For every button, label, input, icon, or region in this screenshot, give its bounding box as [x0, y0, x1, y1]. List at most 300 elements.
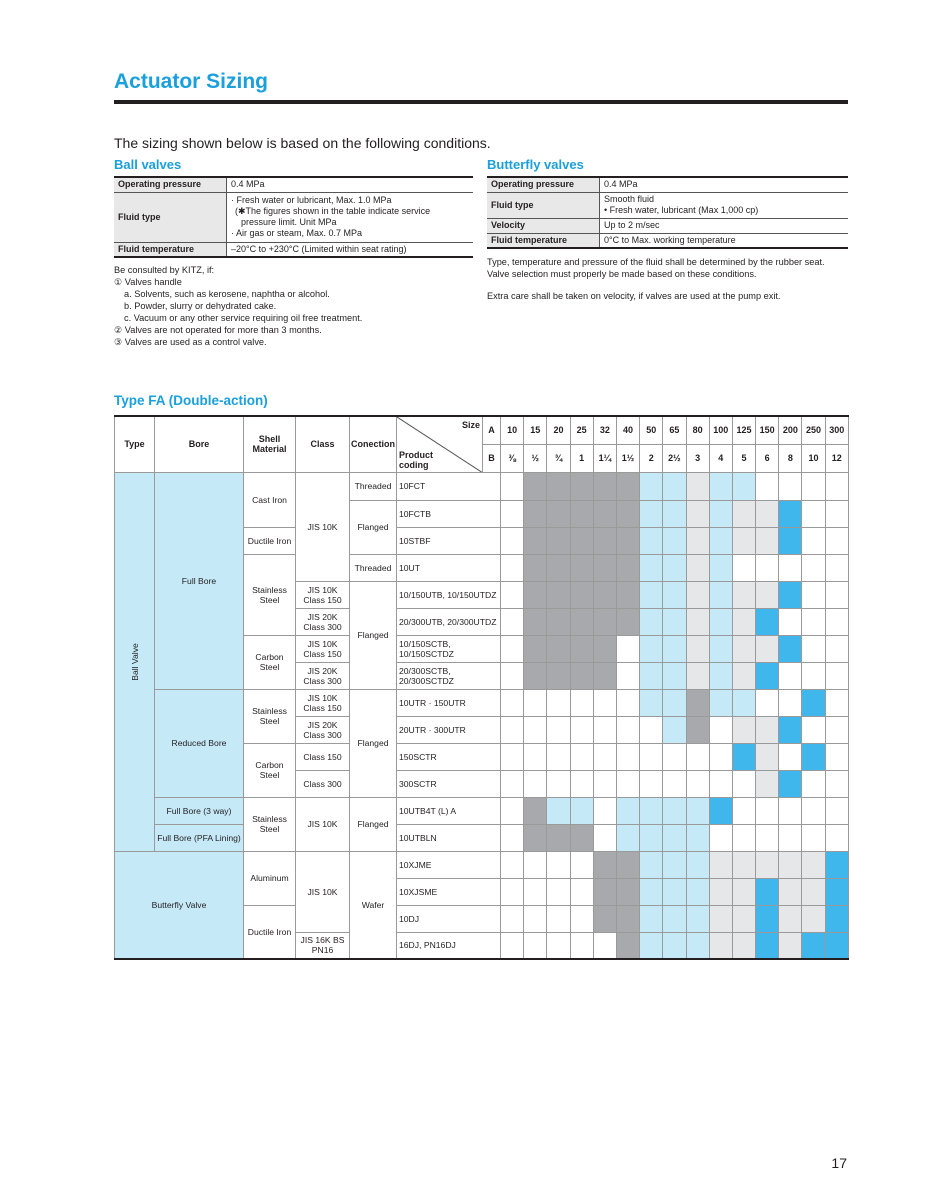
size-cell	[686, 905, 709, 932]
mat-cell: Carbon Steel	[244, 635, 296, 689]
ball-temp-value: –20°C to +230°C (Limited within seat rating)	[227, 242, 474, 257]
size-cell	[570, 743, 593, 770]
size-cell	[640, 905, 663, 932]
size-cell	[501, 472, 524, 500]
size-cell	[501, 716, 524, 743]
row-b-label: B	[483, 444, 501, 472]
size-cell	[663, 824, 686, 851]
size-cell	[663, 635, 686, 662]
size-cell	[616, 500, 639, 527]
size-cell	[779, 635, 802, 662]
size-a-cell: 250	[802, 416, 825, 444]
size-cell	[593, 635, 616, 662]
size-cell	[709, 743, 732, 770]
size-cell	[825, 662, 848, 689]
size-cell	[756, 554, 779, 581]
size-cell	[779, 581, 802, 608]
size-a-cell: 25	[570, 416, 593, 444]
type-cell: Butterfly Valve	[115, 851, 244, 959]
note-line: a. Solvents, such as kerosene, naphtha or alcohol.	[124, 289, 330, 299]
mat-cell: Stainless Steel	[244, 554, 296, 635]
size-cell	[547, 608, 570, 635]
size-cell	[616, 770, 639, 797]
page-number: 17	[831, 1155, 847, 1171]
size-cell	[756, 824, 779, 851]
size-cell	[779, 472, 802, 500]
size-a-cell: 150	[756, 416, 779, 444]
size-cell	[756, 716, 779, 743]
size-cell	[779, 689, 802, 716]
size-cell	[802, 824, 825, 851]
size-cell	[547, 743, 570, 770]
size-cell	[663, 878, 686, 905]
size-cell	[640, 770, 663, 797]
size-b-cell: ½	[524, 444, 547, 472]
cls-cell: JIS 16K BS PN16	[296, 932, 350, 959]
size-a-cell: 32	[593, 416, 616, 444]
size-cell	[802, 500, 825, 527]
size-cell	[547, 635, 570, 662]
size-cell	[524, 905, 547, 932]
product-code: 10XJSME	[397, 878, 501, 905]
size-cell	[663, 472, 686, 500]
size-cell	[709, 662, 732, 689]
size-cell	[663, 689, 686, 716]
con-cell: Flanged	[350, 797, 397, 851]
size-cell	[779, 716, 802, 743]
size-cell	[547, 851, 570, 878]
size-cell	[616, 878, 639, 905]
size-cell	[825, 527, 848, 554]
size-cell	[802, 743, 825, 770]
size-cell	[593, 500, 616, 527]
size-b-cell: 2½	[663, 444, 686, 472]
size-cell	[802, 608, 825, 635]
size-cell	[709, 527, 732, 554]
size-cell	[825, 824, 848, 851]
size-cell	[825, 500, 848, 527]
size-a-cell: 200	[779, 416, 802, 444]
product-code: 10/150UTB, 10/150UTDZ	[397, 581, 501, 608]
size-cell	[709, 797, 732, 824]
size-cell	[524, 635, 547, 662]
size-cell	[686, 527, 709, 554]
cls-cell: JIS 20K Class 300	[296, 662, 350, 689]
size-cell	[593, 797, 616, 824]
size-cell	[640, 743, 663, 770]
type-cell	[115, 472, 155, 851]
size-cell	[825, 716, 848, 743]
size-cell	[825, 472, 848, 500]
size-cell	[663, 608, 686, 635]
size-cell	[756, 581, 779, 608]
mat-cell: Stainless Steel	[244, 797, 296, 851]
cls-cell: Class 300	[296, 770, 350, 797]
size-cell	[570, 770, 593, 797]
size-cell	[709, 851, 732, 878]
size-cell	[593, 689, 616, 716]
size-cell	[524, 770, 547, 797]
size-cell	[547, 878, 570, 905]
product-code: 10/150SCTB, 10/150SCTDZ	[397, 635, 501, 662]
size-b-cell: 8	[779, 444, 802, 472]
size-cell	[732, 878, 755, 905]
bf-fluid-label: Fluid type	[487, 192, 600, 218]
size-cell	[501, 527, 524, 554]
mat-cell: Ductile Iron	[244, 905, 296, 959]
ball-valve-label: Ball Valve	[129, 642, 140, 681]
size-cell	[709, 608, 732, 635]
size-cell	[501, 500, 524, 527]
bf-temp-value: 0°C to Max. working temperature	[600, 233, 849, 248]
cls-cell: JIS 10K Class 150	[296, 581, 350, 608]
size-cell	[524, 527, 547, 554]
size-cell	[686, 689, 709, 716]
size-cell	[616, 581, 639, 608]
size-cell	[524, 851, 547, 878]
mat-cell: Cast Iron	[244, 472, 296, 527]
ball-fluid-line: (✱The figures shown in the table indicate service	[235, 206, 431, 216]
ball-fluid-line: · Air gas or steam, Max. 0.7 MPa	[231, 228, 363, 238]
size-a-cell: 50	[640, 416, 663, 444]
size-cell	[640, 635, 663, 662]
size-b-cell: 6	[756, 444, 779, 472]
type-header: Type	[115, 416, 155, 472]
size-cell	[686, 554, 709, 581]
con-cell: Threaded	[350, 554, 397, 581]
size-cell	[616, 716, 639, 743]
size-cell	[709, 500, 732, 527]
size-cell	[570, 500, 593, 527]
size-cell	[756, 770, 779, 797]
ball-conditions-table	[114, 176, 473, 258]
size-cell	[593, 608, 616, 635]
size-cell	[802, 851, 825, 878]
size-a-cell: 80	[686, 416, 709, 444]
size-cell	[570, 878, 593, 905]
ball-notes	[114, 264, 362, 348]
size-cell	[501, 554, 524, 581]
size-cell	[524, 932, 547, 959]
size-cell	[825, 554, 848, 581]
product-code: 10UTR · 150UTR	[397, 689, 501, 716]
size-cell	[686, 743, 709, 770]
size-cell	[756, 743, 779, 770]
size-cell	[640, 608, 663, 635]
size-b-cell: 10	[802, 444, 825, 472]
product-code: 20/300UTB, 20/300UTDZ	[397, 608, 501, 635]
size-cell	[547, 905, 570, 932]
size-cell	[616, 662, 639, 689]
size-cell	[756, 500, 779, 527]
mat-cell: Carbon Steel	[244, 743, 296, 797]
size-cell	[756, 851, 779, 878]
size-b-cell: ⅜	[501, 444, 524, 472]
size-cell	[547, 932, 570, 959]
size-cell	[825, 797, 848, 824]
size-cell	[524, 743, 547, 770]
size-b-cell: 1½	[616, 444, 639, 472]
size-cell	[640, 824, 663, 851]
size-cell	[686, 581, 709, 608]
page-title: Actuator Sizing	[114, 70, 269, 93]
size-cell	[501, 932, 524, 959]
bf-fluid-line: Smooth fluid	[604, 194, 655, 204]
ball-pressure-value: 0.4 MPa	[227, 177, 474, 192]
butterfly-notes	[487, 256, 849, 302]
size-cell	[732, 608, 755, 635]
product-code: 10XJME	[397, 851, 501, 878]
size-cell	[732, 770, 755, 797]
size-cell	[501, 743, 524, 770]
size-cell	[616, 743, 639, 770]
size-cell	[501, 581, 524, 608]
size-cell	[593, 662, 616, 689]
size-cell	[663, 743, 686, 770]
bore-header: Bore	[155, 416, 244, 472]
class-header: Class	[296, 416, 350, 472]
size-cell	[825, 905, 848, 932]
size-cell	[593, 554, 616, 581]
size-cell	[547, 716, 570, 743]
size-cell	[663, 500, 686, 527]
size-cell	[616, 905, 639, 932]
note-line: c. Vacuum or any other service requiring oil free treatment.	[124, 313, 363, 323]
size-cell	[756, 905, 779, 932]
con-cell: Threaded	[350, 472, 397, 500]
size-cell	[593, 878, 616, 905]
size-cell	[802, 932, 825, 959]
size-b-cell: 12	[825, 444, 848, 472]
size-b-cell: 4	[709, 444, 732, 472]
butterfly-conditions-table	[487, 176, 848, 249]
size-a-cell: 100	[709, 416, 732, 444]
size-cell	[709, 472, 732, 500]
size-cell	[732, 500, 755, 527]
size-cell	[709, 905, 732, 932]
size-cell	[825, 635, 848, 662]
product-code: 150SCTR	[397, 743, 501, 770]
size-cell	[524, 689, 547, 716]
fa-table-title: Type FA (Double-action)	[114, 393, 268, 408]
cls-cell: JIS 10K	[296, 851, 350, 932]
size-cell	[709, 824, 732, 851]
size-cell	[709, 689, 732, 716]
size-cell	[663, 932, 686, 959]
size-cell	[663, 797, 686, 824]
size-label: Size	[461, 420, 480, 430]
size-cell	[802, 527, 825, 554]
size-cell	[524, 472, 547, 500]
bf-note-1: Type, temperature and pressure of the fluid shall be determined by the rubber seat. Valve selection must properly be made based on these conditions.	[487, 257, 825, 279]
size-cell	[640, 472, 663, 500]
size-cell	[732, 472, 755, 500]
size-cell	[779, 878, 802, 905]
ball-fluid-line: · Fresh water or lubricant, Max. 1.0 MPa	[231, 195, 392, 205]
size-cell	[732, 554, 755, 581]
size-cell	[663, 554, 686, 581]
size-cell	[570, 581, 593, 608]
size-cell	[524, 797, 547, 824]
size-cell	[779, 797, 802, 824]
size-cell	[570, 905, 593, 932]
cls-cell: JIS 10K	[296, 472, 350, 581]
size-cell	[616, 689, 639, 716]
size-cell	[593, 824, 616, 851]
size-cell	[616, 608, 639, 635]
size-cell	[709, 635, 732, 662]
size-cell	[616, 851, 639, 878]
ball-temp-label: Fluid temperature	[114, 242, 227, 257]
size-cell	[501, 689, 524, 716]
bf-pressure-label: Operating pressure	[487, 177, 600, 192]
mat-cell: Ductile Iron	[244, 527, 296, 554]
size-cell	[709, 878, 732, 905]
bf-note-2: Extra care shall be taken on velocity, if valves are used at the pump exit.	[487, 291, 781, 301]
con-cell: Flanged	[350, 581, 397, 689]
size-cell	[547, 770, 570, 797]
size-cell	[686, 878, 709, 905]
size-cell	[501, 824, 524, 851]
size-cell	[570, 472, 593, 500]
size-cell	[524, 581, 547, 608]
size-cell	[640, 878, 663, 905]
cls-cell: JIS 10K Class 150	[296, 689, 350, 716]
size-cell	[524, 662, 547, 689]
size-cell	[709, 770, 732, 797]
size-cell	[547, 689, 570, 716]
shell-header: Shell Material	[244, 416, 296, 472]
size-cell	[686, 797, 709, 824]
size-cell	[570, 608, 593, 635]
size-cell	[686, 716, 709, 743]
size-cell	[802, 770, 825, 797]
product-code: 10DJ	[397, 905, 501, 932]
size-cell	[501, 635, 524, 662]
size-cell	[732, 797, 755, 824]
size-cell	[732, 824, 755, 851]
size-cell	[570, 635, 593, 662]
size-cell	[779, 500, 802, 527]
size-cell	[756, 932, 779, 959]
ball-valves-heading: Ball valves	[114, 157, 182, 172]
size-cell	[825, 770, 848, 797]
size-cell	[732, 905, 755, 932]
size-cell	[825, 581, 848, 608]
size-cell	[547, 581, 570, 608]
size-cell	[640, 662, 663, 689]
size-cell	[802, 689, 825, 716]
size-cell	[524, 824, 547, 851]
bf-temp-label: Fluid temperature	[487, 233, 600, 248]
size-cell	[593, 905, 616, 932]
size-b-cell: 5	[732, 444, 755, 472]
row-a-label: A	[483, 416, 501, 444]
size-cell	[593, 743, 616, 770]
size-cell	[570, 689, 593, 716]
size-cell	[570, 932, 593, 959]
size-cell	[640, 500, 663, 527]
size-cell	[640, 689, 663, 716]
size-cell	[802, 472, 825, 500]
size-cell	[547, 472, 570, 500]
size-cell	[501, 878, 524, 905]
size-cell	[732, 527, 755, 554]
size-cell	[709, 716, 732, 743]
bf-fluid-line: • Fresh water, lubricant (Max 1,000 cp)	[604, 205, 759, 215]
con-cell: Flanged	[350, 689, 397, 797]
product-code: 20/300SCTB, 20/300SCTDZ	[397, 662, 501, 689]
size-cell	[501, 662, 524, 689]
con-cell: Wafer	[350, 851, 397, 959]
ball-fluid-label: Fluid type	[114, 192, 227, 242]
size-cell	[686, 932, 709, 959]
size-cell	[547, 662, 570, 689]
size-cell	[686, 472, 709, 500]
size-cell	[524, 716, 547, 743]
size-cell	[616, 554, 639, 581]
size-a-cell: 300	[825, 416, 848, 444]
size-cell	[501, 797, 524, 824]
size-cell	[825, 878, 848, 905]
size-cell	[732, 851, 755, 878]
note-line: ② Valves are not operated for more than 3 months.	[114, 325, 322, 335]
size-a-cell: 40	[616, 416, 639, 444]
size-cell	[709, 581, 732, 608]
connection-header: Conection	[350, 416, 397, 472]
size-cell	[570, 851, 593, 878]
size-cell	[663, 662, 686, 689]
size-cell	[524, 608, 547, 635]
size-cell	[802, 797, 825, 824]
bf-velocity-label: Velocity	[487, 218, 600, 233]
size-cell	[779, 851, 802, 878]
size-cell	[501, 770, 524, 797]
size-cell	[593, 527, 616, 554]
size-cell	[547, 527, 570, 554]
size-cell	[802, 662, 825, 689]
size-cell	[756, 608, 779, 635]
size-cell	[547, 824, 570, 851]
size-b-cell: 1¼	[593, 444, 616, 472]
fa-sizing-table	[114, 415, 849, 960]
cls-cell: JIS 10K Class 150	[296, 635, 350, 662]
size-cell	[709, 554, 732, 581]
size-cell	[779, 824, 802, 851]
cls-cell: JIS 20K Class 300	[296, 608, 350, 635]
size-cell	[686, 851, 709, 878]
size-cell	[640, 851, 663, 878]
size-cell	[663, 770, 686, 797]
cls-cell: Class 150	[296, 743, 350, 770]
ball-fluid-line: pressure limit. Unit MPa	[241, 217, 337, 227]
cls-cell: JIS 10K	[296, 797, 350, 851]
size-cell	[779, 770, 802, 797]
size-b-cell: 2	[640, 444, 663, 472]
product-code: 20UTR · 300UTR	[397, 716, 501, 743]
mat-cell: Aluminum	[244, 851, 296, 905]
size-cell	[756, 527, 779, 554]
size-cell	[825, 689, 848, 716]
size-cell	[593, 581, 616, 608]
size-cell	[732, 635, 755, 662]
size-cell	[663, 905, 686, 932]
size-cell	[756, 797, 779, 824]
cls-cell: JIS 20K Class 300	[296, 716, 350, 743]
size-cell	[524, 878, 547, 905]
size-cell	[732, 662, 755, 689]
size-cell	[501, 608, 524, 635]
